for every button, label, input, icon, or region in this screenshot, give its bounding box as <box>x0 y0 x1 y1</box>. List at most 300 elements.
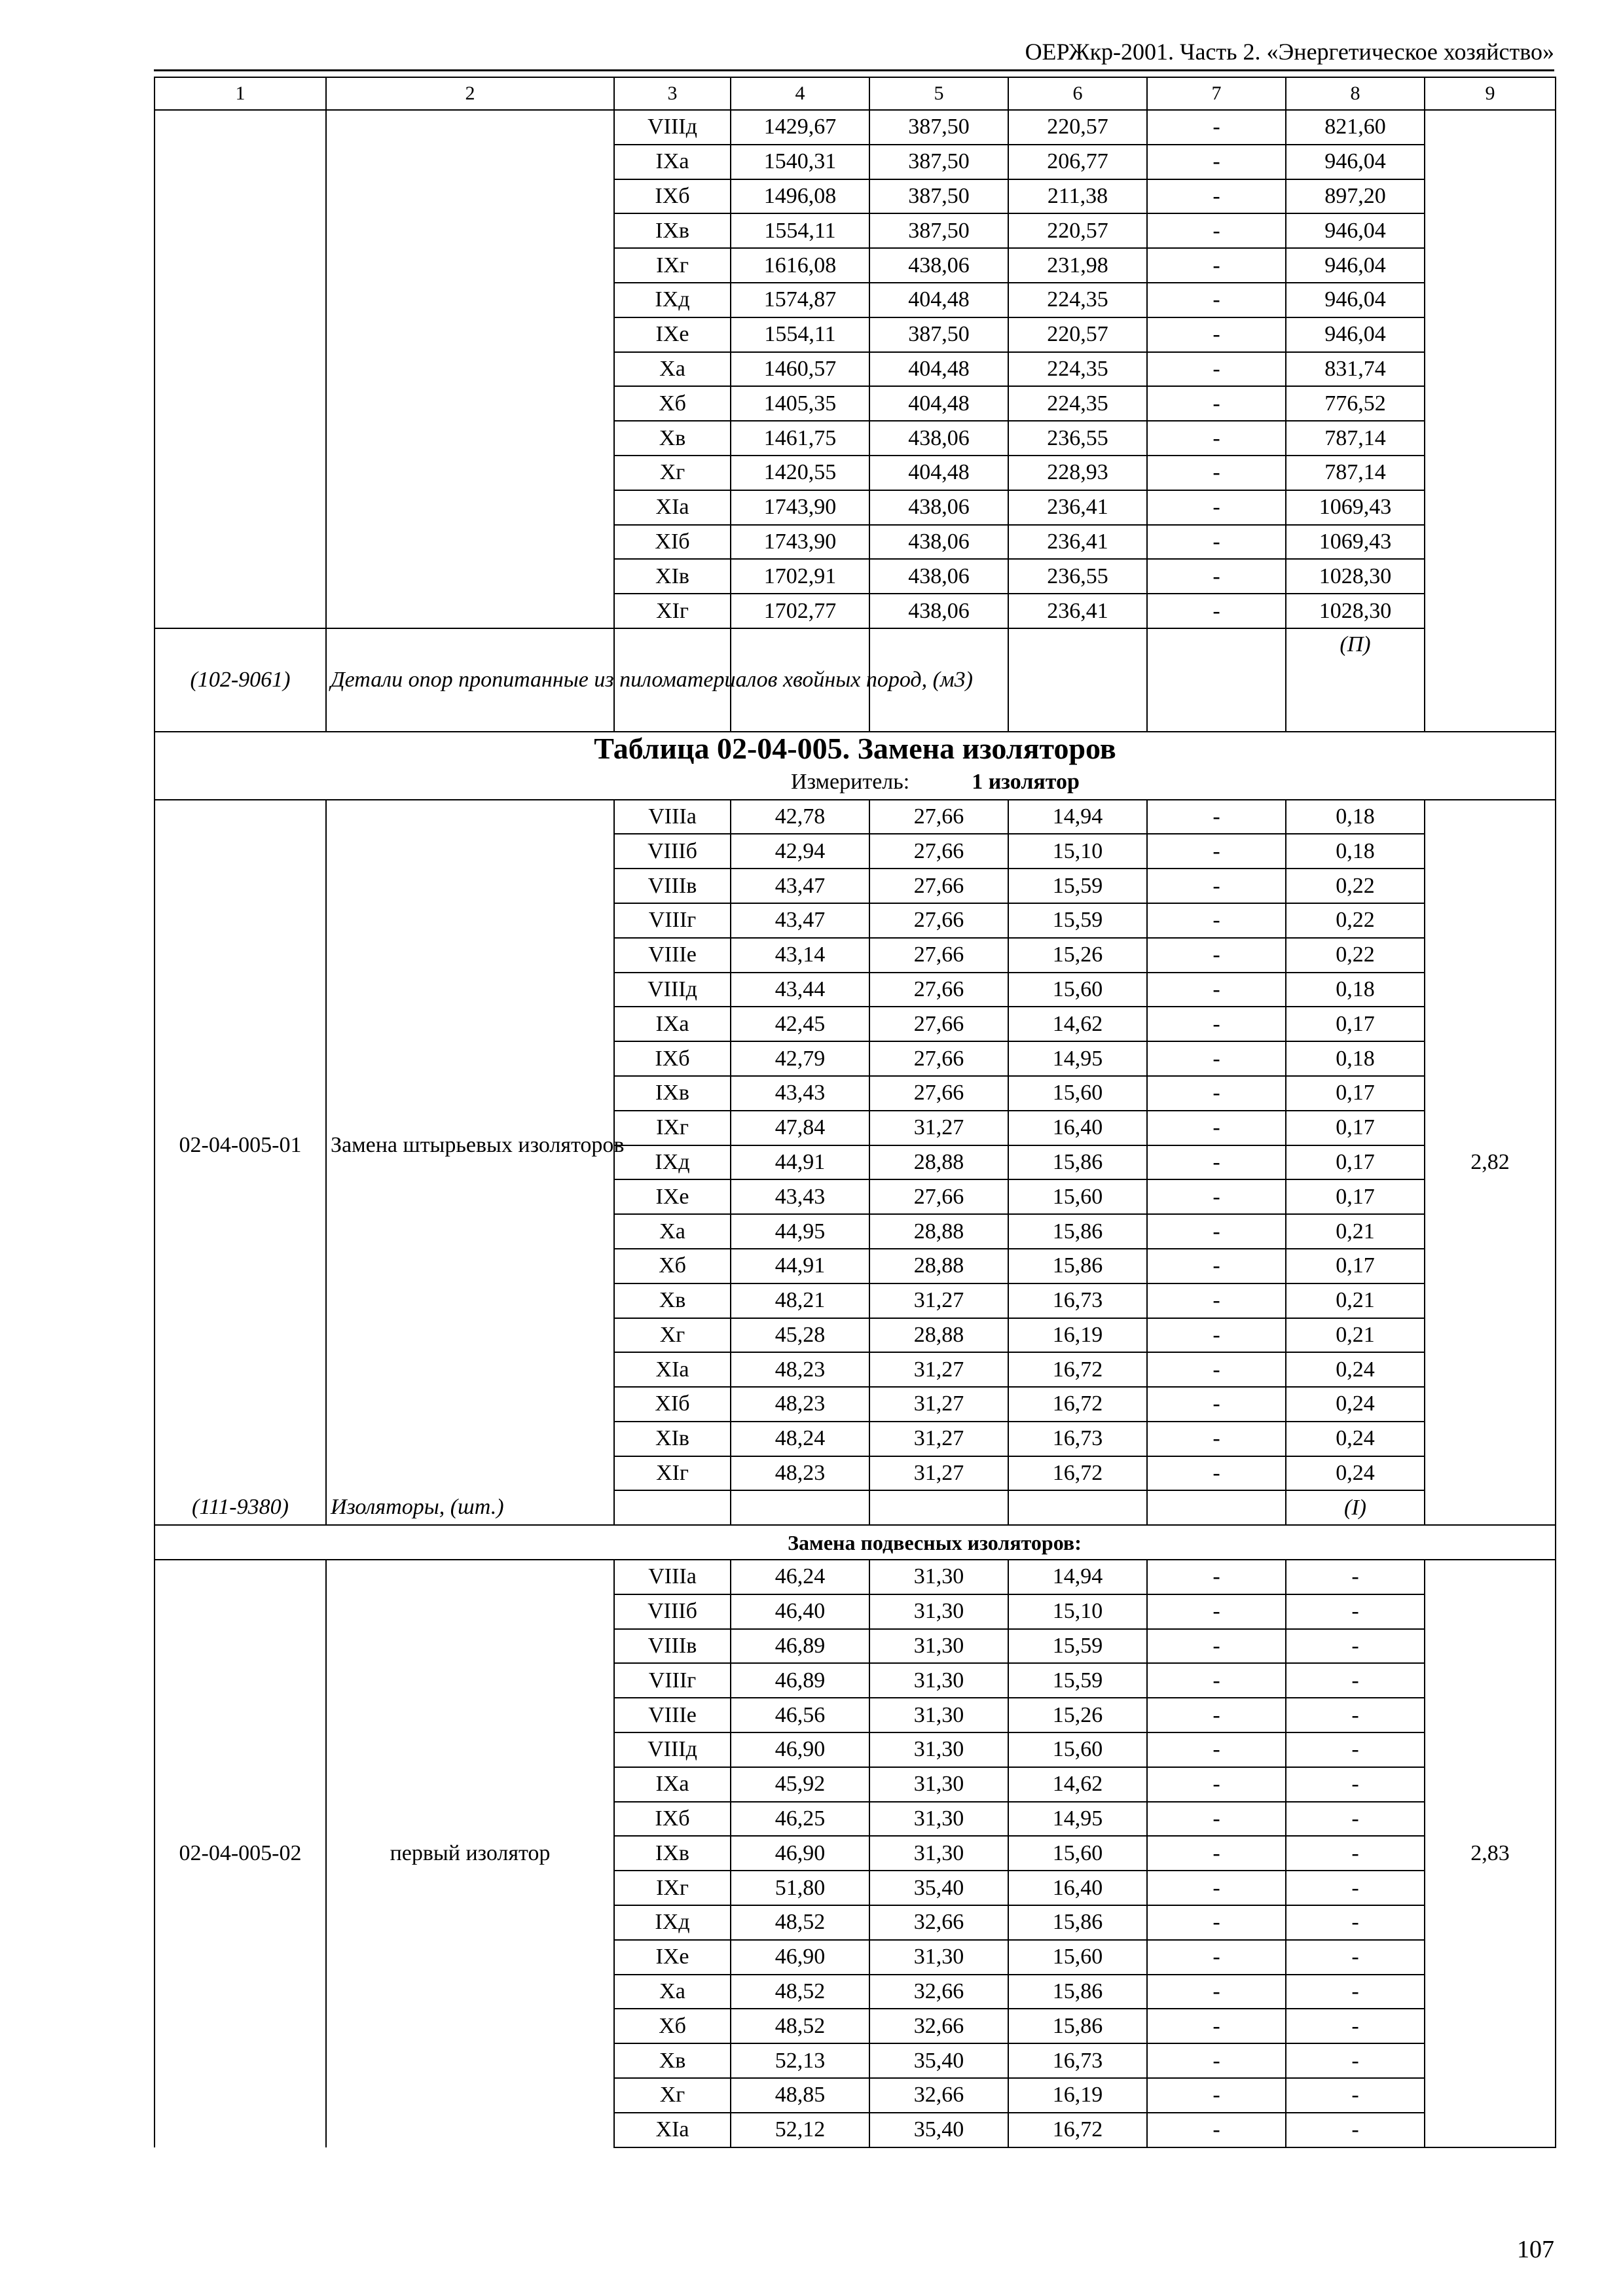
price-class-cell: VIIIб <box>614 834 731 869</box>
price-class-cell: IXе <box>614 1179 731 1214</box>
column-number: 7 <box>1147 77 1286 110</box>
wages-cell: 31,30 <box>869 1594 1008 1629</box>
machine-cost-cell: 16,19 <box>1008 2078 1147 2113</box>
price-class-cell: IXа <box>614 1007 731 1041</box>
column-number: 1 <box>155 77 326 110</box>
wages-cell: 404,48 <box>869 352 1008 387</box>
machine-cost-cell: 236,41 <box>1008 490 1147 525</box>
total-cost-cell: 48,24 <box>731 1422 869 1456</box>
unit-row <box>155 766 1556 800</box>
total-cost-cell: 44,91 <box>731 1249 869 1283</box>
price-class-cell: IXб <box>614 1802 731 1837</box>
machine-cost-cell: 15,60 <box>1008 1940 1147 1975</box>
wages-cell: 438,06 <box>869 525 1008 560</box>
materials-cost-cell: 0,22 <box>1286 869 1425 903</box>
total-cost-cell: 46,24 <box>731 1560 869 1594</box>
price-class-cell: XIб <box>614 1387 731 1422</box>
name-cell <box>326 110 614 628</box>
machinist-wages-cell: - <box>1147 1594 1286 1629</box>
machinist-wages-cell: - <box>1147 2043 1286 2078</box>
price-class-cell: XIв <box>614 559 731 594</box>
total-cost-cell: 52,12 <box>731 2113 869 2147</box>
materials-cost-cell: 776,52 <box>1286 386 1425 421</box>
machinist-wages-cell: - <box>1147 1422 1286 1456</box>
total-cost-cell: 1405,35 <box>731 386 869 421</box>
materials-cost-cell: 1069,43 <box>1286 525 1425 560</box>
machine-cost-cell: 16,19 <box>1008 1318 1147 1353</box>
price-class-cell: IXа <box>614 145 731 179</box>
unit-label: Измеритель: <box>791 770 910 795</box>
wages-cell: 27,66 <box>869 903 1008 938</box>
page-header <box>154 38 1554 72</box>
machine-cost-cell: 211,38 <box>1008 179 1147 214</box>
wages-cell: 27,66 <box>869 834 1008 869</box>
total-cost-cell: 48,52 <box>731 1905 869 1940</box>
total-cost-cell: 42,79 <box>731 1041 869 1076</box>
wages-cell: 27,66 <box>869 1007 1008 1041</box>
column-number: 6 <box>1008 77 1147 110</box>
total-cost-cell: 42,45 <box>731 1007 869 1041</box>
machinist-wages-cell: - <box>1147 145 1286 179</box>
empty-cell <box>614 1490 731 1525</box>
machinist-wages-cell: - <box>1147 1836 1286 1871</box>
machinist-wages-cell: - <box>1147 1732 1286 1767</box>
machinist-wages-cell: - <box>1147 1007 1286 1041</box>
materials-cost-cell: 821,60 <box>1286 110 1425 145</box>
total-cost-cell: 45,28 <box>731 1318 869 1353</box>
machinist-wages-cell: - <box>1147 1076 1286 1111</box>
wages-cell: 438,06 <box>869 559 1008 594</box>
materials-cost-cell: 0,24 <box>1286 1456 1425 1491</box>
wages-cell: 31,27 <box>869 1283 1008 1318</box>
empty-cell <box>1008 1490 1147 1525</box>
column-number: 8 <box>1286 77 1425 110</box>
total-cost-cell: 1702,91 <box>731 559 869 594</box>
resource-name: Детали опор пропитанные из пиломатериалов хвойных пород, (м3) <box>326 628 614 732</box>
table-row <box>155 110 1556 145</box>
machinist-wages-cell: - <box>1147 490 1286 525</box>
empty-cell <box>731 1490 869 1525</box>
materials-cost-cell: - <box>1286 1975 1425 2009</box>
wages-cell: 404,48 <box>869 386 1008 421</box>
machinist-wages-cell: - <box>1147 1663 1286 1698</box>
total-cost-cell: 1540,31 <box>731 145 869 179</box>
total-cost-cell: 43,43 <box>731 1076 869 1111</box>
materials-cost-cell: 0,18 <box>1286 1041 1425 1076</box>
machinist-wages-cell: - <box>1147 1698 1286 1732</box>
total-cost-cell: 43,47 <box>731 869 869 903</box>
wages-cell: 31,30 <box>869 1767 1008 1802</box>
machine-cost-cell: 14,95 <box>1008 1041 1147 1076</box>
table-title-row <box>155 732 1556 766</box>
materials-cost-cell: - <box>1286 1836 1425 1871</box>
price-class-cell: VIIIа <box>614 800 731 834</box>
machine-cost-cell: 236,55 <box>1008 559 1147 594</box>
price-class-cell: VIIIе <box>614 938 731 973</box>
wages-cell: 387,50 <box>869 145 1008 179</box>
wages-cell: 35,40 <box>869 2113 1008 2147</box>
price-class-cell: VIIIд <box>614 1732 731 1767</box>
price-class-cell: XIг <box>614 1456 731 1491</box>
price-class-cell: Xб <box>614 2009 731 2043</box>
price-class-cell: Xа <box>614 352 731 387</box>
machinist-wages-cell: - <box>1147 800 1286 834</box>
wages-cell: 27,66 <box>869 1179 1008 1214</box>
materials-cost-cell: 0,24 <box>1286 1422 1425 1456</box>
materials-cost-cell: - <box>1286 1802 1425 1837</box>
machine-cost-cell: 16,72 <box>1008 1456 1147 1491</box>
machinist-wages-cell: - <box>1147 456 1286 490</box>
price-class-cell: VIIIв <box>614 869 731 903</box>
total-cost-cell: 43,14 <box>731 938 869 973</box>
header-divider <box>154 69 1554 71</box>
materials-cost-cell: 0,24 <box>1286 1352 1425 1387</box>
machinist-wages-cell: - <box>1147 213 1286 248</box>
machine-cost-cell: 236,41 <box>1008 594 1147 628</box>
total-cost-cell: 48,52 <box>731 2009 869 2043</box>
price-class-cell: VIIIе <box>614 1698 731 1732</box>
price-class-cell: IXг <box>614 1871 731 1905</box>
machine-cost-cell: 220,57 <box>1008 213 1147 248</box>
wages-cell: 31,27 <box>869 1422 1008 1456</box>
machine-cost-cell: 220,57 <box>1008 110 1147 145</box>
machinist-wages-cell: - <box>1147 1041 1286 1076</box>
price-class-cell: VIIIб <box>614 1594 731 1629</box>
labor-cell <box>1425 110 1556 732</box>
machine-cost-cell: 15,59 <box>1008 869 1147 903</box>
wages-cell: 31,27 <box>869 1387 1008 1422</box>
materials-cost-cell: - <box>1286 1767 1425 1802</box>
wages-cell: 28,88 <box>869 1145 1008 1180</box>
machine-cost-cell: 224,35 <box>1008 283 1147 317</box>
materials-cost-cell: 946,04 <box>1286 145 1425 179</box>
machinist-wages-cell: - <box>1147 1560 1286 1594</box>
column-number: 2 <box>326 77 614 110</box>
wages-cell: 27,66 <box>869 869 1008 903</box>
resource-flag: (I) <box>1286 1490 1425 1525</box>
materials-cost-cell: - <box>1286 1560 1425 1594</box>
machine-cost-cell: 15,59 <box>1008 903 1147 938</box>
materials-cost-cell: 831,74 <box>1286 352 1425 387</box>
machinist-wages-cell: - <box>1147 352 1286 387</box>
machinist-wages-cell: - <box>1147 1111 1286 1145</box>
machinist-wages-cell: - <box>1147 283 1286 317</box>
price-class-cell: IXе <box>614 317 731 352</box>
machine-cost-cell: 15,10 <box>1008 834 1147 869</box>
materials-cost-cell: 0,22 <box>1286 903 1425 938</box>
price-class-cell: Xв <box>614 421 731 456</box>
wages-cell: 32,66 <box>869 1905 1008 1940</box>
machine-cost-cell: 16,72 <box>1008 1352 1147 1387</box>
price-class-cell: XIа <box>614 2113 731 2147</box>
machinist-wages-cell: - <box>1147 1802 1286 1837</box>
total-cost-cell: 46,56 <box>731 1698 869 1732</box>
materials-cost-cell: - <box>1286 2113 1425 2147</box>
wages-cell: 404,48 <box>869 456 1008 490</box>
column-number: 4 <box>731 77 869 110</box>
page-number: 107 <box>1517 2236 1554 2263</box>
materials-cost-cell: 0,17 <box>1286 1145 1425 1180</box>
labor-cell: 2,82 <box>1425 800 1556 1526</box>
total-cost-cell: 42,94 <box>731 834 869 869</box>
materials-cost-cell: 0,21 <box>1286 1283 1425 1318</box>
machine-cost-cell: 236,41 <box>1008 525 1147 560</box>
total-cost-cell: 43,43 <box>731 1179 869 1214</box>
wages-cell: 31,27 <box>869 1352 1008 1387</box>
materials-cost-cell: - <box>1286 1905 1425 1940</box>
price-class-cell: Xа <box>614 1214 731 1249</box>
machine-cost-cell: 16,73 <box>1008 2043 1147 2078</box>
price-class-cell: XIа <box>614 490 731 525</box>
total-cost-cell: 43,44 <box>731 973 869 1007</box>
price-class-cell: VIIIг <box>614 1663 731 1698</box>
wages-cell: 387,50 <box>869 179 1008 214</box>
price-class-cell: VIIIд <box>614 110 731 145</box>
unit-value: 1 изолятор <box>972 770 1080 795</box>
materials-cost-cell: 946,04 <box>1286 248 1425 283</box>
price-class-cell: Xг <box>614 1318 731 1353</box>
total-cost-cell: 46,89 <box>731 1629 869 1664</box>
machine-cost-cell: 15,86 <box>1008 1905 1147 1940</box>
price-class-cell: IXв <box>614 1836 731 1871</box>
total-cost-cell: 1554,11 <box>731 317 869 352</box>
price-class-cell: Xб <box>614 386 731 421</box>
price-class-cell: XIг <box>614 594 731 628</box>
wages-cell: 387,50 <box>869 213 1008 248</box>
resource-name: Изоляторы, (шт.) <box>326 1490 614 1525</box>
machine-cost-cell: 16,73 <box>1008 1422 1147 1456</box>
materials-cost-cell: 897,20 <box>1286 179 1425 214</box>
total-cost-cell: 1616,08 <box>731 248 869 283</box>
total-cost-cell: 46,90 <box>731 1732 869 1767</box>
total-cost-cell: 44,95 <box>731 1214 869 1249</box>
estimate-table <box>154 77 1556 2148</box>
wages-cell: 31,30 <box>869 1732 1008 1767</box>
machine-cost-cell: 15,86 <box>1008 1145 1147 1180</box>
wages-cell: 438,06 <box>869 594 1008 628</box>
materials-cost-cell: 0,18 <box>1286 800 1425 834</box>
total-cost-cell: 42,78 <box>731 800 869 834</box>
wages-cell: 438,06 <box>869 421 1008 456</box>
materials-cost-cell: - <box>1286 2078 1425 2113</box>
wages-cell: 31,30 <box>869 1629 1008 1664</box>
wages-cell: 27,66 <box>869 800 1008 834</box>
wages-cell: 387,50 <box>869 317 1008 352</box>
total-cost-cell: 44,91 <box>731 1145 869 1180</box>
price-class-cell: VIIIа <box>614 1560 731 1594</box>
machine-cost-cell: 14,94 <box>1008 1560 1147 1594</box>
materials-cost-cell: 1028,30 <box>1286 594 1425 628</box>
total-cost-cell: 46,25 <box>731 1802 869 1837</box>
total-cost-cell: 1743,90 <box>731 490 869 525</box>
materials-cost-cell: - <box>1286 1663 1425 1698</box>
materials-cost-cell: - <box>1286 1698 1425 1732</box>
machinist-wages-cell: - <box>1147 1871 1286 1905</box>
unit-row-cell <box>155 766 1556 800</box>
wages-cell: 28,88 <box>869 1249 1008 1283</box>
machine-cost-cell: 15,86 <box>1008 1249 1147 1283</box>
materials-cost-cell: - <box>1286 1940 1425 1975</box>
total-cost-cell: 48,52 <box>731 1975 869 2009</box>
wages-cell: 31,27 <box>869 1111 1008 1145</box>
price-class-cell: IXд <box>614 1145 731 1180</box>
total-cost-cell: 48,85 <box>731 2078 869 2113</box>
materials-cost-cell: 1069,43 <box>1286 490 1425 525</box>
machine-cost-cell: 15,59 <box>1008 1663 1147 1698</box>
machine-cost-cell: 224,35 <box>1008 386 1147 421</box>
machine-cost-cell: 220,57 <box>1008 317 1147 352</box>
labor-cell: 2,83 <box>1425 1560 1556 2147</box>
empty-cell <box>1008 628 1147 732</box>
section-label: Замена подвесных изоляторов: <box>788 1530 1082 1554</box>
machine-cost-cell: 231,98 <box>1008 248 1147 283</box>
wages-cell: 438,06 <box>869 248 1008 283</box>
machine-cost-cell: 16,72 <box>1008 1387 1147 1422</box>
total-cost-cell: 1702,77 <box>731 594 869 628</box>
machine-cost-cell: 14,94 <box>1008 800 1147 834</box>
price-class-cell: IXв <box>614 1076 731 1111</box>
machinist-wages-cell: - <box>1147 525 1286 560</box>
materials-cost-cell: - <box>1286 1629 1425 1664</box>
machine-cost-cell: 14,95 <box>1008 1802 1147 1837</box>
price-class-cell: Xв <box>614 1283 731 1318</box>
machine-cost-cell: 15,26 <box>1008 1698 1147 1732</box>
wages-cell: 35,40 <box>869 2043 1008 2078</box>
materials-cost-cell: 0,18 <box>1286 973 1425 1007</box>
total-cost-cell: 48,23 <box>731 1387 869 1422</box>
wages-cell: 31,30 <box>869 1836 1008 1871</box>
machinist-wages-cell: - <box>1147 559 1286 594</box>
wages-cell: 28,88 <box>869 1214 1008 1249</box>
empty-cell <box>1147 1490 1286 1525</box>
empty-cell <box>869 1490 1008 1525</box>
price-class-cell: IXд <box>614 283 731 317</box>
wages-cell: 27,66 <box>869 1076 1008 1111</box>
price-class-cell: VIIIв <box>614 1629 731 1664</box>
machine-cost-cell: 15,60 <box>1008 1076 1147 1111</box>
section-row <box>155 1525 1556 1560</box>
price-class-cell: Xб <box>614 1249 731 1283</box>
materials-cost-cell: - <box>1286 1871 1425 1905</box>
price-class-cell: XIб <box>614 525 731 560</box>
price-class-cell: XIа <box>614 1352 731 1387</box>
machinist-wages-cell: - <box>1147 2009 1286 2043</box>
total-cost-cell: 48,21 <box>731 1283 869 1318</box>
machinist-wages-cell: - <box>1147 1179 1286 1214</box>
machine-cost-cell: 206,77 <box>1008 145 1147 179</box>
machinist-wages-cell: - <box>1147 869 1286 903</box>
materials-cost-cell: 0,22 <box>1286 938 1425 973</box>
machinist-wages-cell: - <box>1147 1249 1286 1283</box>
total-cost-cell: 43,47 <box>731 903 869 938</box>
wages-cell: 31,30 <box>869 1940 1008 1975</box>
empty-cell <box>1147 628 1286 732</box>
price-class-cell: IXе <box>614 1940 731 1975</box>
column-number: 3 <box>614 77 731 110</box>
machine-cost-cell: 15,86 <box>1008 2009 1147 2043</box>
price-class-cell: Xг <box>614 2078 731 2113</box>
total-cost-cell: 46,90 <box>731 1836 869 1871</box>
machinist-wages-cell: - <box>1147 1387 1286 1422</box>
machinist-wages-cell: - <box>1147 1318 1286 1353</box>
materials-cost-cell: 0,17 <box>1286 1179 1425 1214</box>
price-class-cell: IXг <box>614 1111 731 1145</box>
wages-cell: 27,66 <box>869 938 1008 973</box>
machinist-wages-cell: - <box>1147 1767 1286 1802</box>
materials-cost-cell: 0,21 <box>1286 1214 1425 1249</box>
wages-cell: 404,48 <box>869 283 1008 317</box>
machinist-wages-cell: - <box>1147 1352 1286 1387</box>
machinist-wages-cell: - <box>1147 2113 1286 2147</box>
machinist-wages-cell: - <box>1147 1283 1286 1318</box>
item-code: 02-04-005-02 <box>155 1560 326 2147</box>
materials-cost-cell: 0,17 <box>1286 1007 1425 1041</box>
total-cost-cell: 1496,08 <box>731 179 869 214</box>
estimate-table-body <box>155 77 1556 2147</box>
price-class-cell: IXб <box>614 179 731 214</box>
machinist-wages-cell: - <box>1147 2078 1286 2113</box>
column-number: 5 <box>869 77 1008 110</box>
machine-cost-cell: 15,26 <box>1008 938 1147 973</box>
price-class-cell: Xв <box>614 2043 731 2078</box>
machine-cost-cell: 14,62 <box>1008 1007 1147 1041</box>
machine-cost-cell: 15,60 <box>1008 1836 1147 1871</box>
wages-cell: 32,66 <box>869 1975 1008 2009</box>
machine-cost-cell: 14,62 <box>1008 1767 1147 1802</box>
document-title: ОЕРЖкр-2001. Часть 2. «Энергетическое хозяйство» <box>1025 39 1554 65</box>
price-class-cell: IXд <box>614 1905 731 1940</box>
machine-cost-cell: 228,93 <box>1008 456 1147 490</box>
machine-cost-cell: 16,72 <box>1008 2113 1147 2147</box>
column-number: 9 <box>1425 77 1556 110</box>
machinist-wages-cell: - <box>1147 938 1286 973</box>
machinist-wages-cell: - <box>1147 421 1286 456</box>
total-cost-cell: 48,23 <box>731 1352 869 1387</box>
wages-cell: 27,66 <box>869 973 1008 1007</box>
code-cell <box>155 110 326 628</box>
table-row <box>155 1560 1556 1594</box>
wages-cell: 35,40 <box>869 1871 1008 1905</box>
price-class-cell: XIв <box>614 1422 731 1456</box>
total-cost-cell: 1743,90 <box>731 525 869 560</box>
total-cost-cell: 1574,87 <box>731 283 869 317</box>
wages-cell: 32,66 <box>869 2078 1008 2113</box>
materials-cost-cell: 946,04 <box>1286 213 1425 248</box>
price-class-cell: Xг <box>614 456 731 490</box>
wages-cell: 28,88 <box>869 1318 1008 1353</box>
resource-flag: (П) <box>1286 628 1425 732</box>
section-row-cell <box>155 1525 1556 1560</box>
machine-cost-cell: 16,40 <box>1008 1111 1147 1145</box>
total-cost-cell: 46,89 <box>731 1663 869 1698</box>
machine-cost-cell: 16,40 <box>1008 1871 1147 1905</box>
machine-cost-cell: 15,60 <box>1008 973 1147 1007</box>
materials-cost-cell: 0,17 <box>1286 1249 1425 1283</box>
total-cost-cell: 1554,11 <box>731 213 869 248</box>
wages-cell: 31,30 <box>869 1802 1008 1837</box>
machinist-wages-cell: - <box>1147 110 1286 145</box>
machinist-wages-cell: - <box>1147 1145 1286 1180</box>
machine-cost-cell: 224,35 <box>1008 352 1147 387</box>
total-cost-cell: 46,90 <box>731 1940 869 1975</box>
total-cost-cell: 48,23 <box>731 1456 869 1491</box>
machine-cost-cell: 236,55 <box>1008 421 1147 456</box>
machine-cost-cell: 15,60 <box>1008 1732 1147 1767</box>
price-class-cell: IXа <box>614 1767 731 1802</box>
total-cost-cell: 47,84 <box>731 1111 869 1145</box>
total-cost-cell: 1429,67 <box>731 110 869 145</box>
total-cost-cell: 46,40 <box>731 1594 869 1629</box>
